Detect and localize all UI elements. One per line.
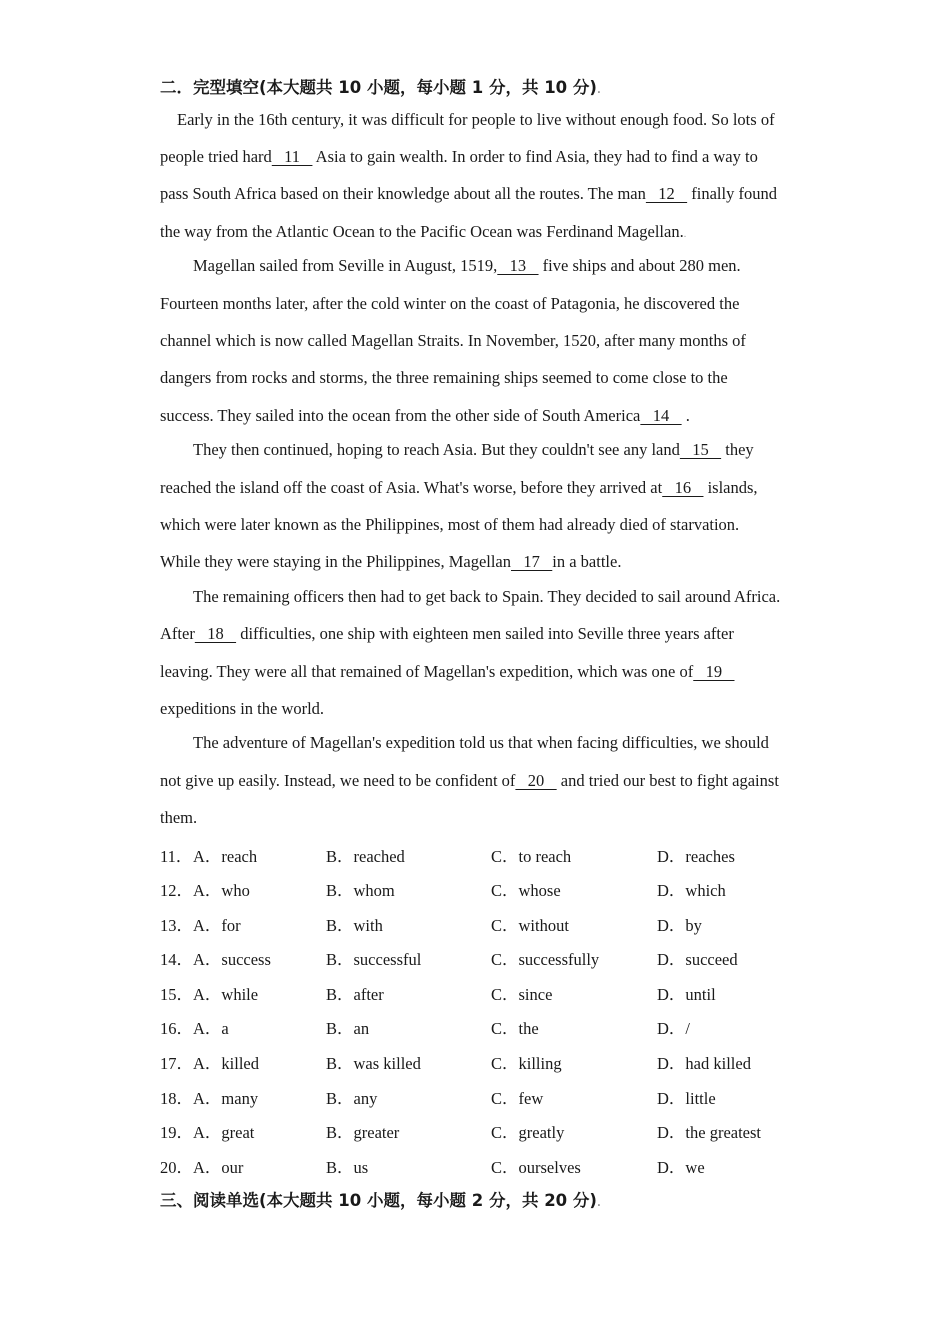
option-c: C．the [491,1019,539,1038]
passage-text: in a battle. [552,552,622,571]
option-b: B．was killed [326,1054,421,1073]
option-a: A．killed [193,1054,259,1073]
passage-line [160,662,735,682]
option-b: B．reached [326,847,405,866]
option-a: A．while [193,985,259,1004]
option-d: D．until [657,985,716,1004]
option-d: D．the greatest [657,1123,762,1142]
option-c: C．since [491,985,553,1004]
passage-line [160,771,779,791]
passage-line [160,552,621,572]
blank-11: 11 [271,147,313,166]
passage-text: Magellan sailed from Seville in August, 1519, [193,256,498,275]
option-d: D．had killed [657,1054,751,1073]
section-2-heading [160,74,601,98]
passage-line [160,515,739,535]
blank-18: 18 [194,624,237,643]
passage-text: finally found [687,184,777,203]
question-number: 12． [160,881,193,900]
passage-text: They then continued, hoping to reach Asia. But they couldn't see any land [193,440,680,459]
blank-13: 13 [497,256,539,275]
blank-14: 14 [640,406,682,425]
option-c: C．few [491,1089,544,1108]
passage-line [193,587,780,607]
option-d: D．little [657,1089,716,1108]
paragraph-mark: . [596,85,601,96]
passage-line [160,184,777,204]
passage-text: they [721,440,754,459]
option-c: C．to reach [491,847,572,866]
passage-text: them. [160,808,198,827]
option-b: B．whom [326,881,395,900]
question-row-18 [160,1085,800,1107]
section-2-title: 二．完型填空(本大题共 10 小题，每小题 1 分，共 10 分) [160,78,597,97]
option-d: D．reaches [657,847,735,866]
passage-text: difficulties, one ship with eighteen men sailed into Seville three years after [236,624,734,643]
passage-text: dangers from rocks and storms, the three remaining ships seemed to come close to the [160,368,728,387]
passage-text: pass South Africa based on their knowledge about all the routes. The man [160,184,646,203]
passage-line [160,294,739,314]
option-a: A．who [193,881,250,900]
question-row-20 [160,1154,800,1176]
option-a: A．for [193,916,241,935]
passage-text: which were later known as the Philippines, most of them had already died of starvation. [160,515,740,534]
question-number: 20． [160,1158,193,1177]
passage-text: success. They sailed into the ocean from the other side of South America [160,406,641,425]
section-3-heading [160,1187,601,1211]
passage-text: . [681,406,690,425]
passage-text: leaving. They were all that remained of Magellan's expedition, which was one of [160,662,694,681]
question-row-13 [160,912,800,934]
option-a: A．many [193,1089,259,1108]
option-b: B．after [326,985,384,1004]
option-a: A．a [193,1019,229,1038]
passage-line [160,699,324,719]
paragraph-mark: . [596,1198,601,1209]
passage-text: people tried hard [160,147,272,166]
passage-text: Fourteen months later, after the cold winter on the coast of Patagonia, he discovered the [160,294,740,313]
option-a: A．great [193,1123,255,1142]
question-row-19 [160,1119,800,1141]
option-c: C．greatly [491,1123,565,1142]
question-number: 16． [160,1019,193,1038]
passage-text: islands, [703,478,758,497]
question-number: 15． [160,985,193,1004]
question-row-15 [160,981,800,1003]
blank-20: 20 [515,771,557,790]
passage-line [160,331,746,351]
passage-text: reached the island off the coast of Asia. What's worse, before they arrived at [160,478,663,497]
passage-text: the way from the Atlantic Ocean to the Pacific Ocean was Ferdinand Magellan. [160,222,684,241]
blank-19: 19 [693,662,735,681]
question-row-14 [160,946,800,968]
question-number: 17． [160,1054,193,1073]
option-d: D．by [657,916,702,935]
passage-text: The adventure of Magellan's expedition told us that when facing difficulties, we should [193,733,769,752]
option-a: A．reach [193,847,258,866]
option-d: D．which [657,881,726,900]
passage-line [177,110,775,130]
section-3-title: 三、阅读单选(本大题共 10 小题，每小题 2 分，共 20 分) [160,1191,597,1210]
option-a: A．our [193,1158,244,1177]
paragraph-mark: . [683,229,687,240]
passage-line [160,147,758,167]
passage-line [160,808,197,828]
option-c: C．ourselves [491,1158,581,1177]
passage-text: Early in the 16th century, it was difficult for people to live without enough food. So lots of [177,110,775,129]
passage-line [160,624,734,644]
passage-text: The remaining officers then had to get back to Spain. They decided to sail around Africa. [193,587,781,606]
passage-line [160,406,690,426]
blank-12: 12 [645,184,688,203]
passage-text: While they were staying in the Philippines, Magellan [160,552,512,571]
option-d: D．succeed [657,950,738,969]
option-b: B．greater [326,1123,400,1142]
option-c: C．successfully [491,950,600,969]
passage-line [193,733,769,753]
option-b: B．an [326,1019,370,1038]
question-row-16 [160,1015,800,1037]
question-number: 13． [160,916,193,935]
passage-line [160,368,728,388]
option-b: B．successful [326,950,422,969]
option-c: C．killing [491,1054,562,1073]
blank-17: 17 [511,552,553,571]
passage-text: and tried our best to fight against [556,771,779,790]
question-row-17 [160,1050,800,1072]
passage-text: channel which is now called Magellan Straits. In November, 1520, after many months of [160,331,746,350]
blank-15: 15 [679,440,722,459]
option-a: A．success [193,950,271,969]
passage-text: After [160,624,195,643]
question-row-11 [160,843,800,865]
passage-line [160,478,758,498]
option-b: B．with [326,916,383,935]
passage-text: not give up easily. Instead, we need to be confident of [160,771,516,790]
passage-line [193,256,741,276]
passage-line [193,440,754,460]
question-number: 19． [160,1123,193,1142]
question-row-12 [160,877,800,899]
option-c: C．whose [491,881,561,900]
passage-text: Asia to gain wealth. In order to find Asia, they had to find a way to [312,147,758,166]
option-d: D．/ [657,1019,690,1038]
blank-16: 16 [662,478,704,497]
question-number: 11． [160,847,193,866]
passage-text: expeditions in the world. [160,699,325,718]
option-d: D．we [657,1158,705,1177]
question-number: 14． [160,950,193,969]
question-number: 18． [160,1089,193,1108]
option-c: C．without [491,916,569,935]
passage-line [160,222,686,245]
option-b: B．us [326,1158,369,1177]
passage-text: five ships and about 280 men. [538,256,741,275]
option-b: B．any [326,1089,378,1108]
